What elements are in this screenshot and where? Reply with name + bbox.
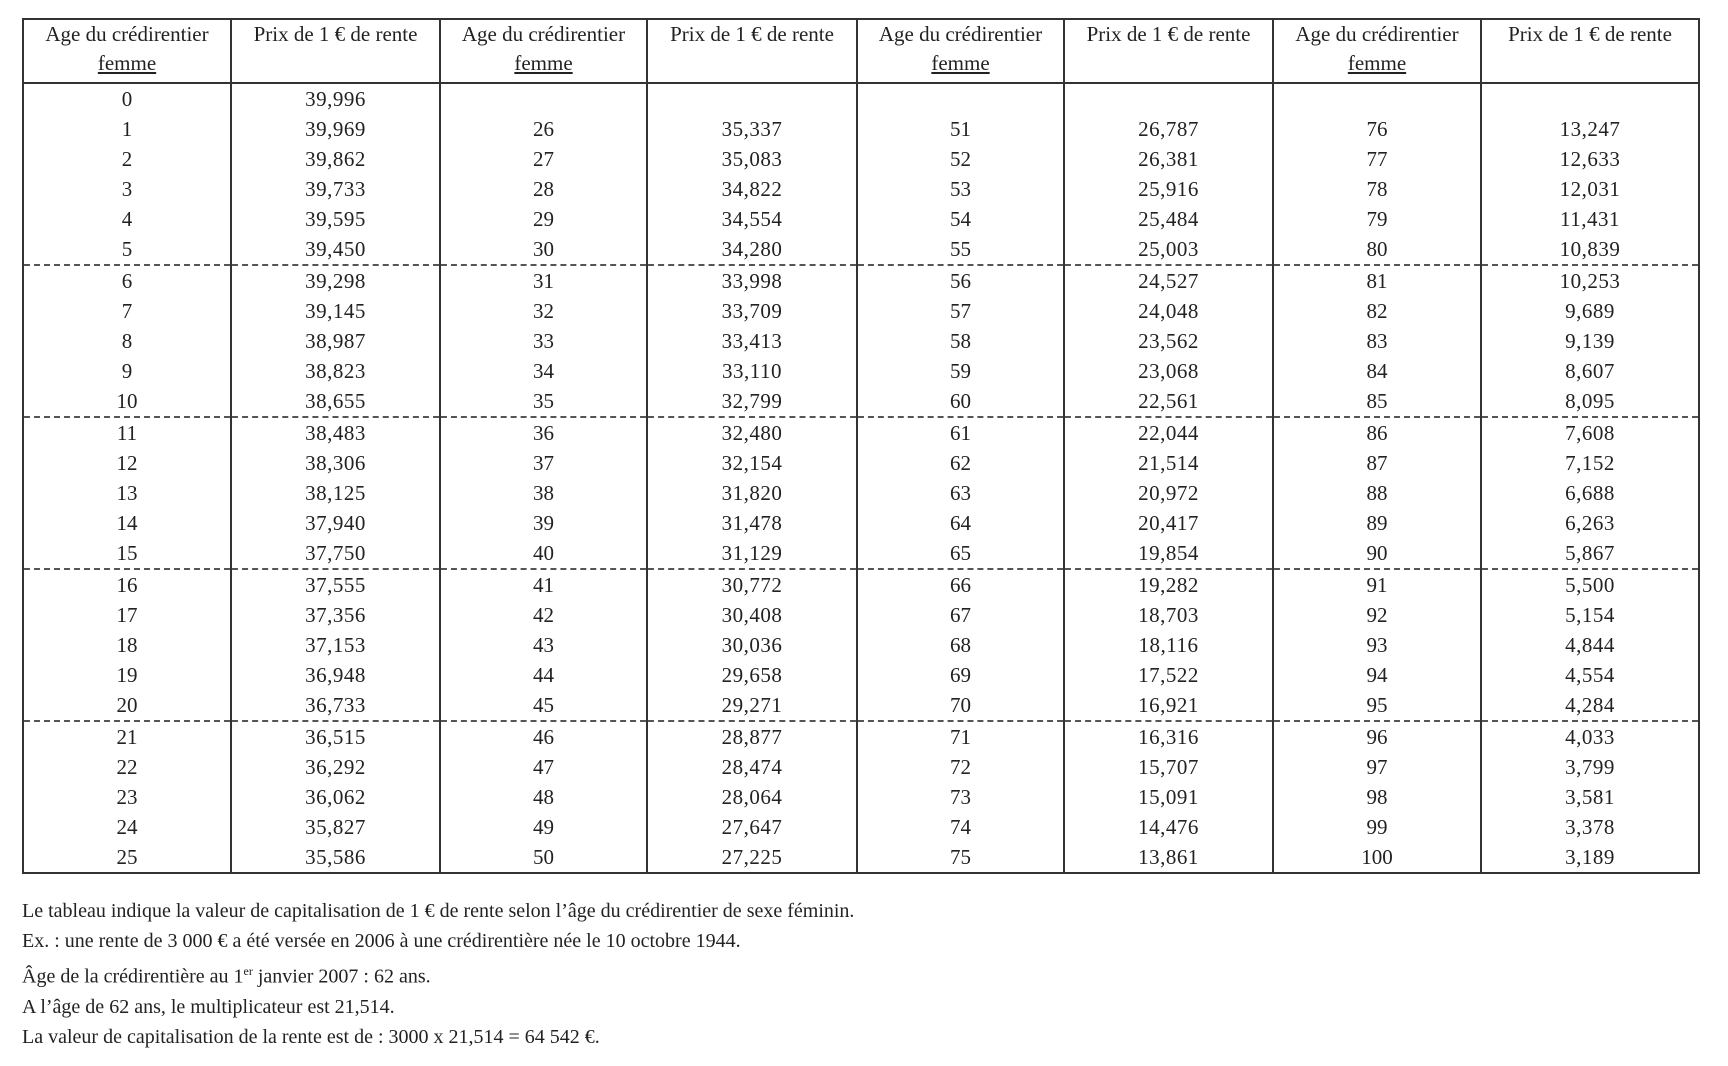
note-multiplier: A l’âge de 62 ans, le multiplicateur est 21,514. (22, 995, 395, 1018)
price-cell: 23,068 (1064, 356, 1273, 386)
document (22, 18, 1698, 1052)
price-cell: 20,417 (1064, 508, 1273, 538)
age-cell: 11 (23, 417, 231, 448)
price-cell: 13,861 (1064, 842, 1273, 873)
price-cell: 24,048 (1064, 296, 1273, 326)
table-row (23, 538, 1699, 569)
age-cell: 53 (857, 174, 1064, 204)
age-cell (857, 83, 1064, 114)
age-cell: 40 (440, 538, 647, 569)
price-cell: 35,337 (647, 114, 857, 144)
column-header (1481, 19, 1699, 83)
price-cell: 15,091 (1064, 782, 1273, 812)
price-cell: 28,877 (647, 721, 857, 752)
price-cell: 22,561 (1064, 386, 1273, 417)
age-cell: 84 (1273, 356, 1481, 386)
price-cell: 14,476 (1064, 812, 1273, 842)
note-example: Ex. : une rente de 3 000 € a été versée en 2006 à une crédirentière née le 10 octobre 1944. (22, 930, 741, 952)
table-row (23, 690, 1699, 721)
table-row (23, 812, 1699, 842)
age-cell: 69 (857, 660, 1064, 690)
age-cell: 64 (857, 508, 1064, 538)
price-cell: 34,822 (647, 174, 857, 204)
age-cell: 21 (23, 721, 231, 752)
price-cell: 30,772 (647, 569, 857, 600)
note-age-post: janvier 2007 : 62 ans. (252, 965, 431, 988)
age-cell: 22 (23, 752, 231, 782)
price-cell: 8,607 (1481, 356, 1699, 386)
age-cell: 18 (23, 630, 231, 660)
price-cell: 35,827 (231, 812, 440, 842)
price-cell: 3,378 (1481, 812, 1699, 842)
age-cell: 48 (440, 782, 647, 812)
price-cell: 38,655 (231, 386, 440, 417)
age-cell: 0 (23, 83, 231, 114)
age-cell: 19 (23, 660, 231, 690)
table-row (23, 721, 1699, 752)
age-cell: 92 (1273, 600, 1481, 630)
age-cell: 36 (440, 417, 647, 448)
age-cell: 7 (23, 296, 231, 326)
table-row (23, 386, 1699, 417)
price-cell: 28,064 (647, 782, 857, 812)
note-capitalisation: La valeur de capitalisation de la rente est de : 3000 x 21,514 = 64 542 €. (22, 1025, 600, 1048)
price-cell (1481, 83, 1699, 114)
age-cell: 29 (440, 204, 647, 234)
price-cell: 28,474 (647, 752, 857, 782)
column-header-sublabel: femme (514, 51, 573, 75)
age-cell (440, 83, 647, 114)
age-cell: 46 (440, 721, 647, 752)
price-cell: 12,031 (1481, 174, 1699, 204)
price-cell: 19,282 (1064, 569, 1273, 600)
age-cell: 81 (1273, 265, 1481, 296)
age-cell: 93 (1273, 630, 1481, 660)
age-cell: 43 (440, 630, 647, 660)
price-cell: 37,153 (231, 630, 440, 660)
price-cell: 38,125 (231, 478, 440, 508)
price-cell: 30,408 (647, 600, 857, 630)
age-cell: 82 (1273, 296, 1481, 326)
age-cell: 20 (23, 690, 231, 721)
age-cell: 49 (440, 812, 647, 842)
age-cell: 15 (23, 538, 231, 569)
age-cell: 74 (857, 812, 1064, 842)
price-cell: 5,867 (1481, 538, 1699, 569)
price-cell: 18,703 (1064, 600, 1273, 630)
price-cell: 36,292 (231, 752, 440, 782)
age-cell: 67 (857, 600, 1064, 630)
note-age-sup: er (243, 964, 253, 978)
column-header-sublabel: femme (1347, 51, 1407, 75)
price-cell: 33,413 (647, 326, 857, 356)
age-cell: 58 (857, 326, 1064, 356)
age-cell: 77 (1273, 144, 1481, 174)
price-cell: 7,608 (1481, 417, 1699, 448)
age-cell: 80 (1273, 234, 1481, 265)
age-cell: 51 (857, 114, 1064, 144)
price-cell: 3,799 (1481, 752, 1699, 782)
price-cell: 16,921 (1064, 690, 1273, 721)
table-row (23, 234, 1699, 265)
age-cell: 76 (1273, 114, 1481, 144)
age-cell: 55 (857, 234, 1064, 265)
age-cell: 35 (440, 386, 647, 417)
price-cell: 8,095 (1481, 386, 1699, 417)
table-row (23, 569, 1699, 600)
price-cell: 19,854 (1064, 538, 1273, 569)
age-cell: 28 (440, 174, 647, 204)
age-cell: 88 (1273, 478, 1481, 508)
price-cell: 37,750 (231, 538, 440, 569)
price-cell: 39,733 (231, 174, 440, 204)
rent-value-table (22, 18, 1700, 874)
table-row (23, 356, 1699, 386)
age-cell: 25 (23, 842, 231, 873)
price-cell: 25,916 (1064, 174, 1273, 204)
age-cell: 2 (23, 144, 231, 174)
age-cell: 70 (857, 690, 1064, 721)
age-cell: 63 (857, 478, 1064, 508)
price-cell: 21,514 (1064, 448, 1273, 478)
age-cell: 10 (23, 386, 231, 417)
price-cell: 33,110 (647, 356, 857, 386)
price-cell: 10,253 (1481, 265, 1699, 296)
price-cell: 26,787 (1064, 114, 1273, 144)
age-cell: 1 (23, 114, 231, 144)
age-cell: 100 (1273, 842, 1481, 873)
table-row (23, 144, 1699, 174)
age-cell: 13 (23, 478, 231, 508)
note-description: Le tableau indique la valeur de capitalisation de 1 € de rente selon l’âge du crédirentier de sexe féminin. (22, 900, 855, 922)
price-cell: 16,316 (1064, 721, 1273, 752)
age-cell: 12 (23, 448, 231, 478)
age-cell: 59 (857, 356, 1064, 386)
price-cell: 23,562 (1064, 326, 1273, 356)
price-cell: 6,688 (1481, 478, 1699, 508)
price-cell: 10,839 (1481, 234, 1699, 265)
column-header (1273, 19, 1481, 83)
age-cell: 33 (440, 326, 647, 356)
age-cell: 75 (857, 842, 1064, 873)
table-row (23, 842, 1699, 873)
table-row (23, 630, 1699, 660)
price-cell: 38,823 (231, 356, 440, 386)
price-cell: 38,987 (231, 326, 440, 356)
age-cell: 56 (857, 265, 1064, 296)
price-cell: 38,306 (231, 448, 440, 478)
age-cell: 79 (1273, 204, 1481, 234)
price-cell: 34,554 (647, 204, 857, 234)
age-cell: 85 (1273, 386, 1481, 417)
price-cell: 31,129 (647, 538, 857, 569)
column-header (857, 19, 1064, 83)
age-cell: 95 (1273, 690, 1481, 721)
price-cell: 37,356 (231, 600, 440, 630)
table-row (23, 508, 1699, 538)
age-cell: 39 (440, 508, 647, 538)
price-cell: 33,709 (647, 296, 857, 326)
column-header-label: Age du crédirentier (878, 22, 1043, 46)
price-cell: 29,271 (647, 690, 857, 721)
age-cell: 14 (23, 508, 231, 538)
age-cell (1273, 83, 1481, 114)
price-cell: 4,844 (1481, 630, 1699, 660)
age-cell: 6 (23, 265, 231, 296)
age-cell: 78 (1273, 174, 1481, 204)
price-cell: 26,381 (1064, 144, 1273, 174)
age-cell: 26 (440, 114, 647, 144)
table-body (23, 83, 1699, 873)
age-cell: 31 (440, 265, 647, 296)
table-row (23, 83, 1699, 114)
column-header (1064, 19, 1273, 83)
price-cell: 35,586 (231, 842, 440, 873)
column-header-label: Prix de 1 € de rente (1508, 22, 1672, 46)
table-row (23, 660, 1699, 690)
price-cell: 29,658 (647, 660, 857, 690)
price-cell: 24,527 (1064, 265, 1273, 296)
age-cell: 37 (440, 448, 647, 478)
price-cell: 39,298 (231, 265, 440, 296)
age-cell: 8 (23, 326, 231, 356)
column-header-label: Prix de 1 € de rente (253, 22, 418, 46)
column-header-label: Age du crédirentier (1295, 22, 1459, 46)
price-cell: 25,003 (1064, 234, 1273, 265)
age-cell: 16 (23, 569, 231, 600)
age-cell: 52 (857, 144, 1064, 174)
note-age-pre: Âge de la crédirentière au 1 (22, 965, 244, 988)
price-cell: 18,116 (1064, 630, 1273, 660)
age-cell: 50 (440, 842, 647, 873)
price-cell (1064, 83, 1273, 114)
age-cell: 97 (1273, 752, 1481, 782)
price-cell: 11,431 (1481, 204, 1699, 234)
age-cell: 73 (857, 782, 1064, 812)
age-cell: 87 (1273, 448, 1481, 478)
age-cell: 9 (23, 356, 231, 386)
price-cell: 37,555 (231, 569, 440, 600)
price-cell: 30,036 (647, 630, 857, 660)
table-header-row (23, 19, 1699, 83)
price-cell: 34,280 (647, 234, 857, 265)
price-cell: 3,189 (1481, 842, 1699, 873)
price-cell: 36,515 (231, 721, 440, 752)
price-cell: 13,247 (1481, 114, 1699, 144)
price-cell: 5,154 (1481, 600, 1699, 630)
age-cell: 30 (440, 234, 647, 265)
price-cell: 32,154 (647, 448, 857, 478)
age-cell: 61 (857, 417, 1064, 448)
age-cell: 27 (440, 144, 647, 174)
price-cell: 5,500 (1481, 569, 1699, 600)
age-cell: 17 (23, 600, 231, 630)
age-cell: 32 (440, 296, 647, 326)
price-cell: 9,689 (1481, 296, 1699, 326)
price-cell: 31,820 (647, 478, 857, 508)
column-header-label: Prix de 1 € de rente (670, 22, 834, 46)
age-cell: 96 (1273, 721, 1481, 752)
age-cell: 42 (440, 600, 647, 630)
note-age (22, 956, 1698, 992)
table-row (23, 752, 1699, 782)
table-row (23, 326, 1699, 356)
price-cell: 39,450 (231, 234, 440, 265)
price-cell: 9,139 (1481, 326, 1699, 356)
price-cell (647, 83, 857, 114)
price-cell: 39,862 (231, 144, 440, 174)
price-cell: 27,225 (647, 842, 857, 873)
column-header-sublabel: femme (97, 51, 157, 75)
price-cell: 37,940 (231, 508, 440, 538)
price-cell: 6,263 (1481, 508, 1699, 538)
age-cell: 5 (23, 234, 231, 265)
age-cell: 23 (23, 782, 231, 812)
column-header-label: Age du crédirentier (45, 22, 209, 46)
age-cell: 68 (857, 630, 1064, 660)
age-cell: 44 (440, 660, 647, 690)
age-cell: 47 (440, 752, 647, 782)
price-cell: 39,996 (231, 83, 440, 114)
table-row (23, 204, 1699, 234)
age-cell: 34 (440, 356, 647, 386)
price-cell: 36,733 (231, 690, 440, 721)
age-cell: 57 (857, 296, 1064, 326)
price-cell: 4,284 (1481, 690, 1699, 721)
price-cell: 20,972 (1064, 478, 1273, 508)
column-header-label: Age du crédirentier (461, 22, 626, 46)
age-cell: 83 (1273, 326, 1481, 356)
age-cell: 54 (857, 204, 1064, 234)
price-cell: 3,581 (1481, 782, 1699, 812)
table-row (23, 265, 1699, 296)
price-cell: 33,998 (647, 265, 857, 296)
age-cell: 71 (857, 721, 1064, 752)
table-row (23, 600, 1699, 630)
age-cell: 38 (440, 478, 647, 508)
price-cell: 39,145 (231, 296, 440, 326)
table-row (23, 114, 1699, 144)
age-cell: 72 (857, 752, 1064, 782)
price-cell: 32,799 (647, 386, 857, 417)
age-cell: 99 (1273, 812, 1481, 842)
price-cell: 4,554 (1481, 660, 1699, 690)
price-cell: 17,522 (1064, 660, 1273, 690)
age-cell: 3 (23, 174, 231, 204)
age-cell: 24 (23, 812, 231, 842)
age-cell: 60 (857, 386, 1064, 417)
price-cell: 4,033 (1481, 721, 1699, 752)
column-header (23, 19, 231, 83)
price-cell: 15,707 (1064, 752, 1273, 782)
age-cell: 66 (857, 569, 1064, 600)
age-cell: 4 (23, 204, 231, 234)
price-cell: 35,083 (647, 144, 857, 174)
price-cell: 39,969 (231, 114, 440, 144)
age-cell: 94 (1273, 660, 1481, 690)
notes (22, 896, 1698, 1052)
table-row (23, 782, 1699, 812)
price-cell: 7,152 (1481, 448, 1699, 478)
price-cell: 27,647 (647, 812, 857, 842)
age-cell: 86 (1273, 417, 1481, 448)
table-row (23, 417, 1699, 448)
price-cell: 31,478 (647, 508, 857, 538)
age-cell: 90 (1273, 538, 1481, 569)
table-row (23, 448, 1699, 478)
price-cell: 36,948 (231, 660, 440, 690)
price-cell: 25,484 (1064, 204, 1273, 234)
age-cell: 98 (1273, 782, 1481, 812)
age-cell: 91 (1273, 569, 1481, 600)
price-cell: 32,480 (647, 417, 857, 448)
column-header (231, 19, 440, 83)
price-cell: 39,595 (231, 204, 440, 234)
price-cell: 22,044 (1064, 417, 1273, 448)
price-cell: 12,633 (1481, 144, 1699, 174)
age-cell: 89 (1273, 508, 1481, 538)
table-row (23, 478, 1699, 508)
column-header (440, 19, 647, 83)
age-cell: 41 (440, 569, 647, 600)
column-header-sublabel: femme (931, 51, 990, 75)
table-row (23, 296, 1699, 326)
price-cell: 36,062 (231, 782, 440, 812)
table-row (23, 174, 1699, 204)
price-cell: 38,483 (231, 417, 440, 448)
age-cell: 45 (440, 690, 647, 721)
column-header (647, 19, 857, 83)
age-cell: 65 (857, 538, 1064, 569)
age-cell: 62 (857, 448, 1064, 478)
column-header-label: Prix de 1 € de rente (1086, 22, 1251, 46)
